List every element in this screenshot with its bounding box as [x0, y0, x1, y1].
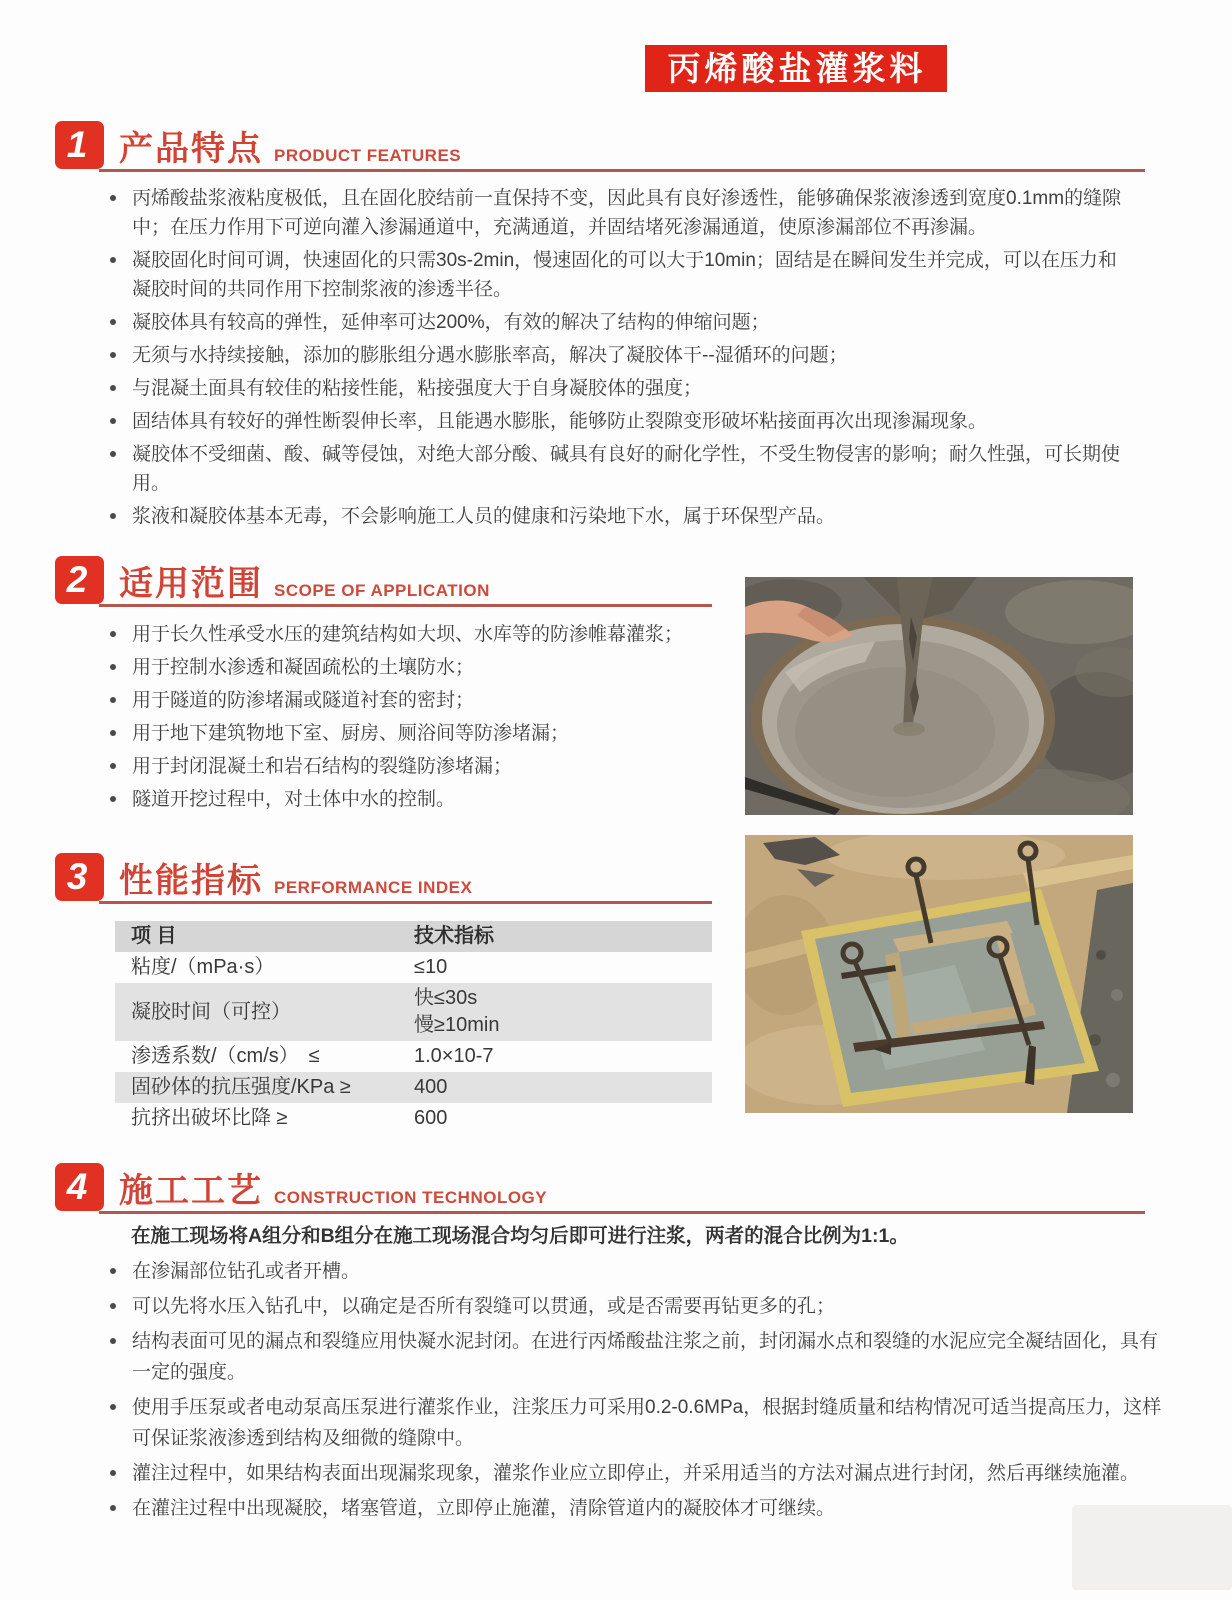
section-1-divider	[99, 169, 1145, 172]
construction-step: 灌注过程中，如果结构表面出现漏浆现象，灌浆作业应立即停止，并采用适当的方法对漏点进行封闭，然后再继续施灌。	[100, 1458, 1162, 1489]
table-row	[115, 1072, 712, 1103]
application-item: 用于长久性承受水压的建筑结构如大坝、水库等的防渗帷幕灌浆；	[100, 620, 740, 649]
table-cell-line: 快≤30s	[414, 987, 478, 1009]
table-row	[115, 983, 712, 1041]
section-2-title: 适用范围	[119, 565, 263, 603]
feature-item: 与混凝土面具有较佳的粘接性能，粘接强度大于自身凝胶体的强度；	[100, 374, 1124, 403]
section-3-subtitle: PERFORMANCE INDEX	[274, 878, 473, 897]
feature-item: 浆液和凝胶体基本无毒，不会影响施工人员的健康和污染地下水，属于环保型产品。	[100, 502, 1124, 531]
table-cell: 1.0×10-7	[414, 1045, 494, 1067]
table-cell	[398, 983, 712, 1041]
application-item: 用于地下建筑物地下室、厨房、厕浴间等防渗堵漏；	[100, 719, 740, 748]
construction-step: 在灌注过程中出现凝胶，堵塞管道，立即停止施灌，清除管道内的凝胶体才可继续。	[100, 1493, 1162, 1524]
application-item: 用于控制水渗透和凝固疏松的土壤防水；	[100, 653, 740, 682]
table-header-item: 项 目	[131, 925, 177, 947]
section-1-title: 产品特点	[119, 130, 263, 168]
application-item: 用于隧道的防渗堵漏或隧道衬套的密封；	[100, 686, 740, 715]
section-3-number-badge: 3	[55, 853, 104, 901]
grout-formwork-photo	[745, 835, 1133, 1113]
feature-item: 凝胶体具有较高的弹性，延伸率可达200%，有效的解决了结构的伸缩问题；	[100, 308, 1124, 337]
table-row	[115, 1041, 712, 1072]
section-1-number-badge: 1	[55, 121, 104, 169]
section-1-subtitle: PRODUCT FEATURES	[274, 146, 462, 165]
grout-formwork-photo	[745, 835, 1133, 1113]
table-cell: 抗挤出破坏比降 ≥	[131, 1107, 288, 1129]
construction-intro: 在施工现场将A组分和B组分在施工现场混合均匀后即可进行注浆，两者的混合比例为1:1。	[131, 1225, 909, 1247]
product-title-banner: 丙烯酸盐灌浆料	[645, 45, 947, 92]
construction-step: 使用手压泵或者电动泵高压泵进行灌浆作业，注浆压力可采用0.2-0.6MPa，根据封缝质量和结构情况可适当提高压力，这样可保证浆液渗透到结构及细微的缝隙中。	[100, 1392, 1162, 1454]
application-scope-list	[100, 620, 740, 818]
table-cell-line: 慢≥10min	[414, 1014, 500, 1036]
table-cell: 渗透系数/（cm/s） ≤	[131, 1045, 320, 1067]
feature-item: 凝胶体不受细菌、酸、碱等侵蚀，对绝大部分酸、碱具有良好的耐化学性，不受生物侵害的影响；耐久性强，可长期使用。	[100, 440, 1124, 498]
section-3-divider	[99, 901, 712, 904]
section-3-header	[55, 853, 472, 901]
section-4-subtitle: CONSTRUCTION TECHNOLOGY	[274, 1188, 548, 1207]
section-2-divider	[99, 604, 712, 607]
feature-item: 固结体具有较好的弹性断裂伸长率，且能遇水膨胀，能够防止裂隙变形破坏粘接面再次出现渗漏现象。	[100, 407, 1124, 436]
table-row	[115, 1103, 712, 1134]
section-2-header	[55, 556, 490, 604]
table-cell: 粘度/（mPa·s）	[131, 956, 275, 978]
construction-step: 可以先将水压入钻孔中，以确定是否所有裂缝可以贯通，或是否需要再钻更多的孔；	[100, 1291, 1162, 1322]
feature-item: 无须与水持续接触，添加的膨胀组分遇水膨胀率高，解决了凝胶体干--湿循环的问题；	[100, 341, 1124, 370]
feature-item: 丙烯酸盐浆液粘度极低，且在固化胶结前一直保持不变，因此具有良好渗透性，能够确保浆液渗透到宽度0.1mm的缝隙中；在压力作用下可逆向灌入渗漏通道中，充满通道，并固结堵死渗漏通道，使原渗漏部位不再渗漏。	[100, 184, 1124, 242]
product-features-list	[100, 184, 1124, 535]
section-4-divider	[99, 1211, 1145, 1214]
section-4-header	[55, 1163, 547, 1211]
table-header-index: 技术指标	[414, 925, 494, 947]
table-row	[115, 952, 712, 983]
construction-step: 结构表面可见的漏点和裂缝应用快凝水泥封闭。在进行丙烯酸盐注浆之前，封闭漏水点和裂缝的水泥应完全凝结固化，具有一定的强度。	[100, 1326, 1162, 1388]
application-item: 隧道开挖过程中，对土体中水的控制。	[100, 785, 740, 814]
section-4-title: 施工工艺	[119, 1172, 263, 1210]
table-cell: 凝胶时间（可控）	[131, 1000, 291, 1023]
performance-index-table	[115, 921, 712, 1134]
table-cell: 600	[414, 1107, 448, 1129]
table-header-row	[115, 921, 712, 952]
application-item: 用于封闭混凝土和岩石结构的裂缝防渗堵漏；	[100, 752, 740, 781]
grout-slurry-mixing-photo	[745, 577, 1133, 815]
section-4-number-badge: 4	[55, 1163, 104, 1211]
construction-steps-list	[100, 1256, 1162, 1528]
scan-artifact	[1072, 1505, 1232, 1590]
section-1-header	[55, 121, 461, 169]
grout-slurry-mixing-photo	[745, 577, 1133, 815]
table-cell: 400	[414, 1076, 448, 1098]
construction-step: 在渗漏部位钻孔或者开槽。	[100, 1256, 1162, 1287]
section-2-subtitle: SCOPE OF APPLICATION	[274, 581, 490, 600]
table-cell: ≤10	[414, 956, 448, 978]
table-cell: 固砂体的抗压强度/KPa ≥	[131, 1076, 351, 1098]
section-2-number-badge: 2	[55, 556, 104, 604]
section-3-title: 性能指标	[119, 862, 263, 900]
feature-item: 凝胶固化时间可调，快速固化的只需30s-2min，慢速固化的可以大于10min；固结是在瞬间发生并完成，可以在压力和凝胶时间的共同作用下控制浆液的渗透半径。	[100, 246, 1124, 304]
